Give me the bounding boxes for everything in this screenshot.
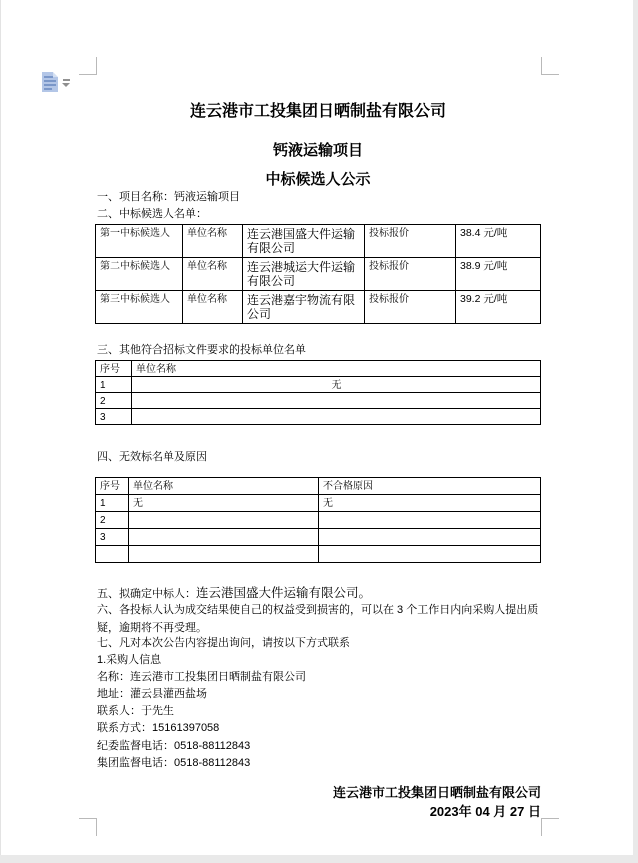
table-row (96, 258, 541, 291)
buyer-info-heading: 1.采购人信息 (97, 654, 162, 666)
paste-options-icon[interactable] (42, 72, 58, 92)
signature-date: 2023年 04 月 27 日 (429, 804, 541, 819)
contact-name: 名称：连云港市工投集团日晒制盐有限公司 (97, 671, 306, 683)
title-project: 钙液运输项目 (272, 142, 363, 159)
unit-label: 单位名称 (183, 225, 243, 258)
row-reason (319, 512, 541, 529)
title-notice: 中标候选人公示 (265, 171, 371, 188)
paste-options-button[interactable] (42, 72, 72, 94)
group-monitor-phone: 集团监督电话：0518-88112843 (97, 757, 251, 769)
table-row (96, 495, 541, 512)
table-row (96, 393, 541, 409)
row-unit (129, 512, 319, 529)
row-no: 1 (96, 495, 129, 512)
unit-label: 单位名称 (183, 258, 243, 291)
price-label: 投标报价 (365, 225, 456, 258)
candidates-table (95, 224, 541, 324)
row-no: 1 (96, 377, 132, 393)
col-header-no: 序号 (96, 478, 129, 495)
contact-person: 联系人：于先生 (97, 705, 174, 717)
row-reason: 无 (319, 495, 541, 512)
chevron-down-icon[interactable] (62, 79, 71, 87)
section-3-heading: 三、其他符合招标文件要求的投标单位名单 (97, 344, 306, 356)
section-1-project-name: 一、项目名称：钙液运输项目 (97, 191, 240, 203)
section-5-winner-line (97, 583, 371, 601)
page-edge-right (633, 0, 638, 863)
title-company: 连云港市工投集团日晒制盐有限公司 (189, 103, 446, 120)
page-edge-left (0, 0, 1, 863)
table-row (96, 225, 541, 258)
section-4-heading: 四、无效标名单及原因 (97, 451, 207, 463)
col-header-unit: 单位名称 (132, 361, 541, 377)
unit-name: 连云港嘉宇物流有限公司 (243, 291, 365, 324)
table-header-row (96, 478, 541, 495)
signature-block (95, 783, 541, 821)
table-header-row (96, 361, 541, 377)
unit-label: 单位名称 (183, 291, 243, 324)
text-boundary-corner-top-left (79, 57, 97, 75)
contact-phone: 联系方式：15161397058 (97, 722, 220, 734)
price-label: 投标报价 (365, 258, 456, 291)
col-header-no: 序号 (96, 361, 132, 377)
price-value: 39.2 元/吨 (456, 291, 541, 324)
row-no: 2 (96, 393, 132, 409)
winner-label: 五、拟确定中标人： (97, 588, 196, 600)
text-boundary-corner-top-right (541, 57, 559, 75)
table-row (96, 546, 541, 563)
col-header-unit: 单位名称 (129, 478, 319, 495)
discipline-monitor-phone: 纪委监督电话：0518-88112843 (97, 740, 251, 752)
candidate-rank: 第二中标候选人 (96, 258, 183, 291)
page-edge-bottom (0, 855, 638, 863)
signature-company: 连云港市工投集团日晒制盐有限公司 (332, 785, 541, 800)
price-value: 38.9 元/吨 (456, 258, 541, 291)
row-unit (132, 409, 541, 425)
other-bidders-table (95, 360, 541, 425)
candidate-rank: 第一中标候选人 (96, 225, 183, 258)
contact-address: 地址：灌云县灌西盐场 (97, 688, 207, 700)
invalid-bids-table (95, 477, 541, 563)
section-7-contact-heading: 七、凡对本次公告内容提出询问，请按以下方式联系 (97, 637, 350, 649)
price-label: 投标报价 (365, 291, 456, 324)
price-value: 38.4 元/吨 (456, 225, 541, 258)
section-6-objection-notice: 六、各投标人认为成交结果使自己的权益受到损害的，可以在 3 个工作日内向采购人提出质疑，逾期将不再受理。 (97, 604, 539, 634)
section-2-candidates-heading: 二、中标候选人名单： (97, 208, 207, 220)
text-boundary-corner-bottom-right (541, 818, 559, 836)
unit-name: 连云港国盛大件运输有限公司 (243, 225, 365, 258)
table-row (96, 291, 541, 324)
table-row (96, 512, 541, 529)
row-no: 3 (96, 529, 129, 546)
row-unit (129, 529, 319, 546)
row-reason (319, 529, 541, 546)
table-row (96, 529, 541, 546)
row-unit: 无 (132, 377, 541, 393)
winner-name: 连云港国盛大件运输有限公司。 (196, 586, 372, 600)
row-no: 3 (96, 409, 132, 425)
row-unit: 无 (129, 495, 319, 512)
unit-name: 连云港城运大件运输有限公司 (243, 258, 365, 291)
col-header-reason: 不合格原因 (319, 478, 541, 495)
row-reason (319, 546, 541, 563)
row-unit (129, 546, 319, 563)
candidate-rank: 第三中标候选人 (96, 291, 183, 324)
table-row (96, 409, 541, 425)
row-no: 2 (96, 512, 129, 529)
row-no (96, 546, 129, 563)
table-row (96, 377, 541, 393)
row-unit (132, 393, 541, 409)
